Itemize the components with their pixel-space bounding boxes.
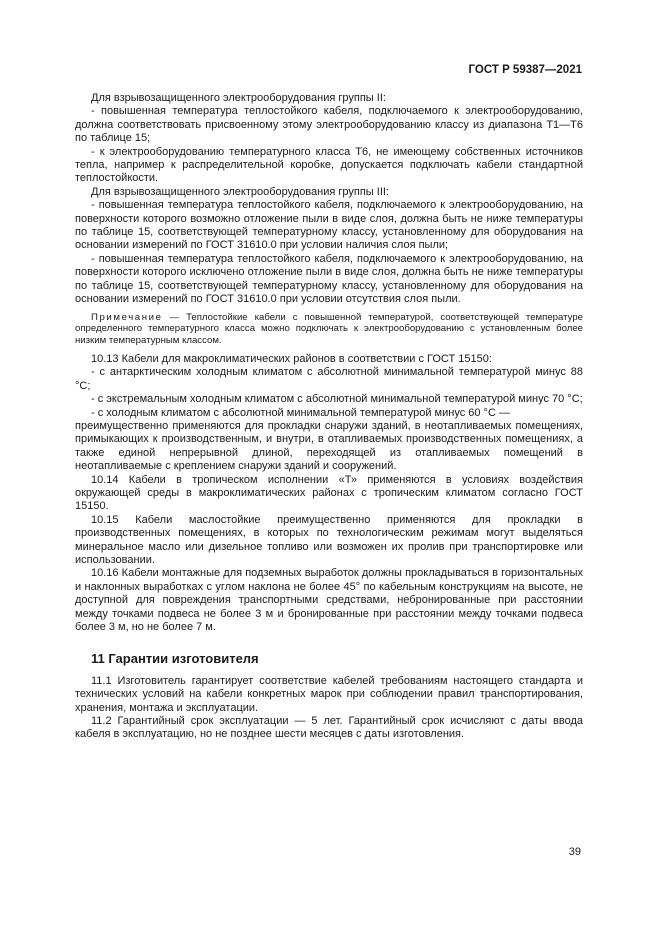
- page-body: [75, 92, 583, 742]
- note: [75, 312, 583, 347]
- paragraph: Для взрывозащищенного электрооборудования группы II:: [91, 92, 386, 104]
- paragraph: 10.13 Кабели для макроклиматических районов в соответствии с ГОСТ 15150:: [91, 352, 492, 365]
- note-text: — Теплостойкие кабели с повышенной температурой, соответствующей температуре определенного температурного класса можно подключать к электрооборудованию с установленным более низким температурным классом.: [75, 311, 583, 347]
- paragraph-continuation: преимущественно применяются для прокладки снаружи зданий, в неотапливаемых помещениях, примыкающих к производственным, и внутри, в отапливаемых производственных помещениях, а также единой непрерывной длиной, переходящей из отапливаемых помещений в неотапливаемые с креплением снаружи зданий и сооружений.: [75, 419, 583, 473]
- paragraph: - повышенная температура теплостойкого кабеля, подключаемого к электрооборудованию, на поверхности которого возможно отложение пыли в виде слоя, должна быть не ниже температуры по таблице 15, соответствующей температурному классу, установленному для оборудования на основании измерений по ГОСТ 31610.0 при условии наличия слоя пыли;: [75, 199, 583, 252]
- paragraph: 11.1 Изготовитель гарантирует соответствие кабелей требованиям настоящего стандарта и технических условий на кабели конкретных марок при соблюдении правил транспортирования, хранения, монтажа и эксплуатации.: [75, 674, 583, 714]
- paragraph: - повышенная температура теплостойкого кабеля, подключаемого к электрооборудованию, на поверхности которого исключено отложение пыли в виде слоя, должна быть не ниже температуры по таблице 15, соответствующей температурному классу, установленному для оборудования на основании измерений по ГОСТ 31610.0 при условии отсутствия слоя пыли.: [75, 252, 583, 306]
- list-item: - с холодным климатом с абсолютной минимальной температурой минус 60 °С —: [91, 406, 510, 419]
- list-item: - с экстремальным холодным климатом с абсолютной минимальной температурой минус 70 °С;: [91, 393, 583, 406]
- page-number: 39: [568, 846, 581, 858]
- section-heading: 11 Гарантии изготовителя: [91, 651, 259, 667]
- paragraph: - к электрооборудованию температурного класса Т6, не имеющему собственных источников тепла, например к распределительной коробке, допускается подключать кабели стандартной теплостойкости.: [75, 145, 583, 185]
- list-item: - с антарктическим холодным климатом с абсолютной минимальной температурой минус 88 °С;: [75, 366, 583, 392]
- paragraph: 10.16 Кабели монтажные для подземных выработок должны прокладываться в горизонтальных и наклонных выработках с углом наклона не более 45° по кабельным конструкциям на высоте, не доступной для повреждения транспортными средствами, небронированные при расстоянии между точками подвеса не более 3 м и бронированные при расстоянии между точками подвеса более 3 м, но не более 7 м.: [75, 567, 583, 634]
- document-id-header: ГОСТ Р 59387—2021: [468, 64, 582, 76]
- paragraph: 10.14 Кабели в тропическом исполнении «Т» применяются в условиях воздействия окружающей среды в макроклиматических районах с тропическим климатом согласно ГОСТ 15150.: [75, 473, 583, 513]
- paragraph: - повышенная температура теплостойкого кабеля, подключаемого к электрооборудованию, должна соответствовать присвоенному этому электрооборудованию классу из диапазона Т1—Т6 по таблице 15;: [75, 105, 583, 145]
- note-label: Примечание: [91, 311, 163, 323]
- paragraph: 11.2 Гарантийный срок эксплуатации — 5 лет. Гарантийный срок исчисляют с даты ввода кабеля в эксплуатацию, но не позднее шести месяцев с даты изготовления.: [75, 715, 583, 741]
- paragraph: 10.15 Кабели маслостойкие преимущественно применяются для прокладки в производственных помещениях, в которых по технологическим режимам могут выделяться минеральное масло или дизельное топливо или возможен их пролив при транспортировке или использовании.: [75, 513, 583, 566]
- paragraph: Для взрывозащищенного электрооборудования группы III:: [91, 185, 389, 198]
